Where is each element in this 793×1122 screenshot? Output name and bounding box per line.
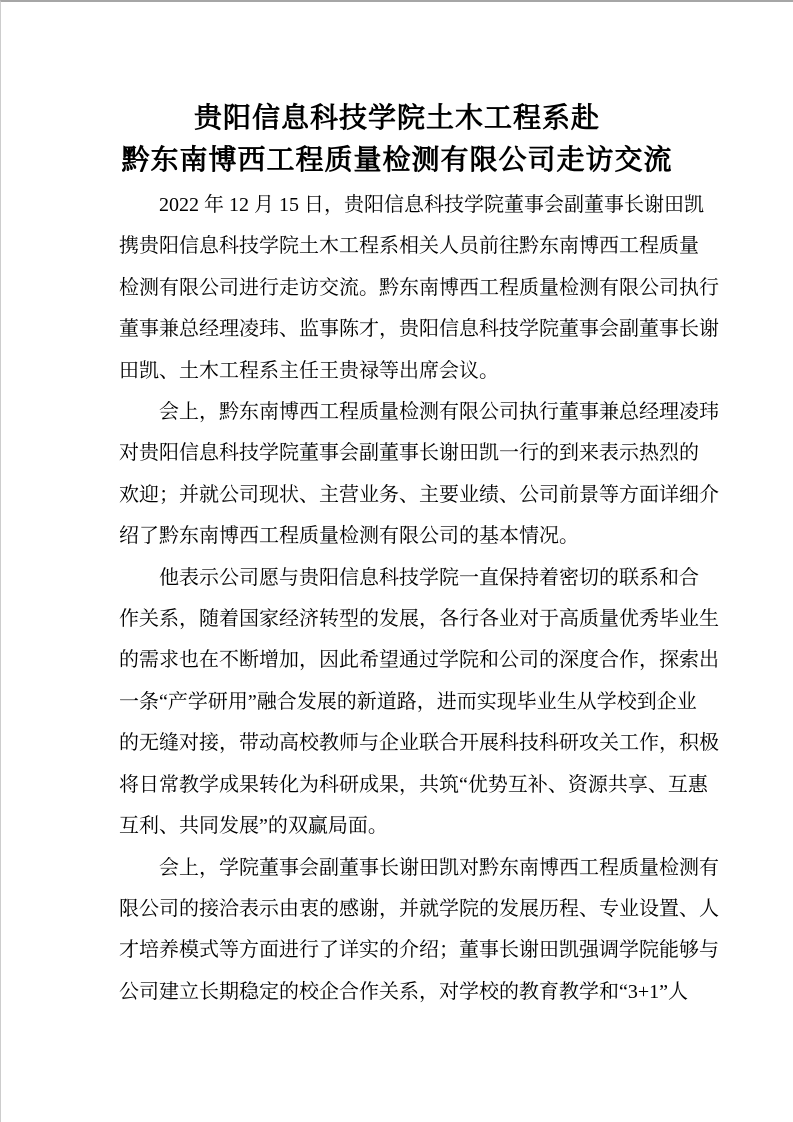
paragraph-1-line-1: 2022 年 12 月 15 日，贵阳信息科技学院董事会副董事长谢田凯 [159, 194, 704, 216]
paragraph-4-line-4: 公司建立长期稳定的校企合作关系，对学校的教育教学和“3+1”人 [119, 980, 689, 1003]
paragraph-3 [119, 558, 718, 848]
paragraph-1-line-5: 田凯、土木工程系主任王贵禄等出席会议。 [119, 359, 499, 382]
document-title-line-2: 黔东南博西工程质量检测有限公司走访交流 [121, 144, 673, 175]
paragraph-2 [119, 392, 718, 558]
paragraph-4-line-2: 限公司的接洽表示由衷的感谢，并就学院的发展历程、专业设置、人 [119, 897, 719, 920]
paragraph-3-line-6: 将日常教学成果转化为科研成果，共筑“优势互补、资源共享、互惠 [119, 773, 708, 796]
paragraph-3-line-1: 他表示公司愿与贵阳信息科技学院一直保持着密切的联系和合 [159, 566, 699, 589]
paragraph-1-line-4: 董事兼总经理凌玮、监事陈才，贵阳信息科技学院董事会副董事长谢 [119, 318, 719, 341]
document-title-line-1: 贵阳信息科技学院土木工程系赴 [193, 102, 600, 133]
document-body [1, 185, 793, 1013]
paragraph-3-line-5: 的无缝对接，带动高校教师与企业联合开展科技科研攻关工作，积极 [119, 732, 719, 755]
paragraph-3-line-3: 的需求也在不断增加，因此希望通过学院和公司的深度合作，探索出 [119, 649, 719, 672]
paragraph-2-line-1: 会上，黔东南博西工程质量检测有限公司执行董事兼总经理凌玮 [159, 401, 719, 424]
paragraph-2-line-3: 欢迎；并就公司现状、主营业务、主要业绩、公司前景等方面详细介 [119, 483, 719, 506]
paragraph-1-line-2: 携贵阳信息科技学院土木工程系相关人员前往黔东南博西工程质量 [119, 235, 699, 258]
paragraph-4 [119, 848, 718, 1014]
paragraph-2-line-2: 对贵阳信息科技学院董事会副董事长谢田凯一行的到来表示热烈的 [119, 442, 699, 465]
document-title [1, 2, 793, 181]
paragraph-2-line-4: 绍了黔东南博西工程质量检测有限公司的基本情况。 [119, 525, 579, 548]
paragraph-3-line-4: 一条“产学研用”融合发展的新道路，进而实现毕业生从学校到企业 [119, 690, 697, 713]
paragraph-3-line-7: 互利、共同发展”的双赢局面。 [119, 815, 388, 838]
paragraph-1-line-3: 检测有限公司进行走访交流。黔东南博西工程质量检测有限公司执行 [119, 276, 719, 299]
paragraph-4-line-1: 会上，学院董事会副董事长谢田凯对黔东南博西工程质量检测有 [159, 856, 719, 879]
paragraph-1 [119, 185, 718, 392]
paragraph-4-line-3: 才培养模式等方面进行了详实的介绍；董事长谢田凯强调学院能够与 [119, 939, 719, 962]
paragraph-3-line-2: 作关系，随着国家经济转型的发展，各行各业对于高质量优秀毕业生 [119, 608, 719, 631]
